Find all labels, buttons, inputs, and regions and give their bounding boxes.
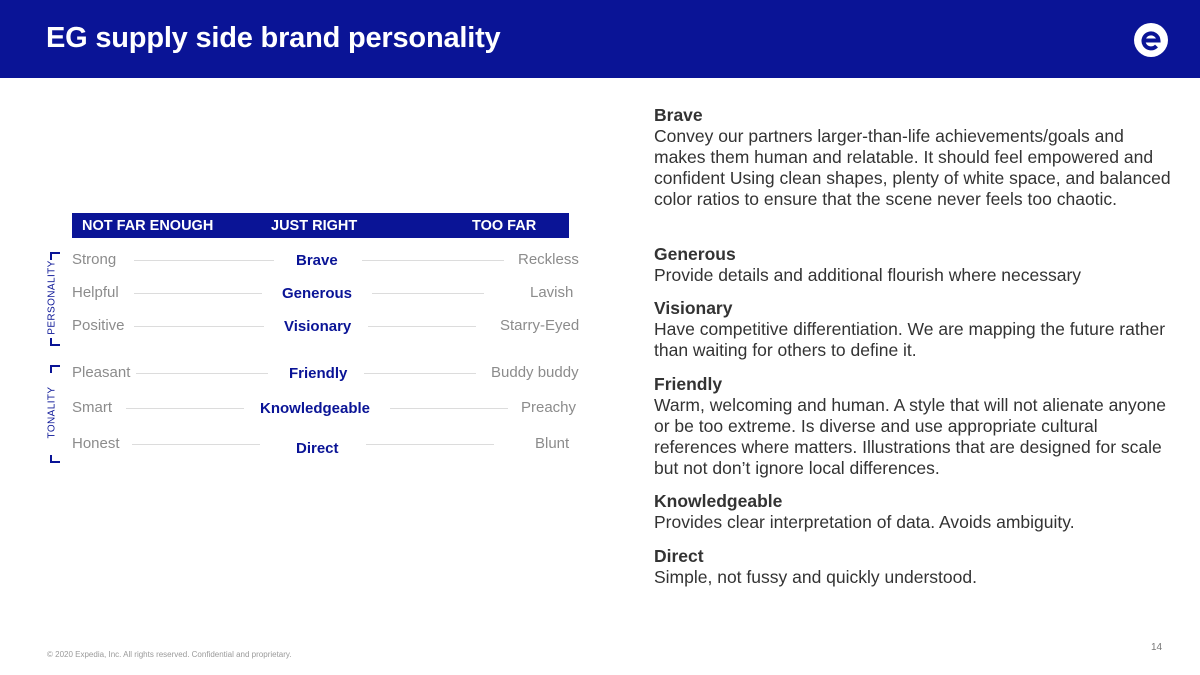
row-line-left [134,326,264,327]
scale-row-brave [72,251,592,271]
slide-title: EG supply side brand personality [46,22,501,54]
desc-visionary [654,298,1174,361]
desc-title: Direct [654,546,704,566]
row-left-word: Honest [72,435,120,452]
category-personality: PERSONALITY [46,260,58,335]
scale-row-friendly [72,364,592,384]
desc-brave [654,105,1174,210]
col-just-right: JUST RIGHT [271,218,358,234]
row-right-word: Lavish [530,284,574,301]
desc-body: Convey our partners larger-than-life achievements/goals and makes them human and relatable. It should feel empowered and confident Using clean shapes, plenty of white space, and balanced color ratios to ensure that the scene never feels too chaotic. [654,126,1171,209]
row-line-right [362,260,504,261]
category-tonality: TONALITY [46,386,58,439]
slide-header [0,0,1200,78]
row-line-right [368,326,476,327]
col-not-far-enough: NOT FAR ENOUGH [82,218,214,234]
row-right-word: Reckless [518,251,579,268]
desc-title: Knowledgeable [654,491,783,511]
row-left-word: Helpful [72,284,119,301]
row-mid-word: Generous [282,285,353,302]
row-right-word: Buddy buddy [491,364,579,381]
desc-title: Friendly [654,374,723,394]
scale-column-header [72,213,569,238]
row-left-word: Smart [72,399,113,416]
row-left-word: Pleasant [72,364,131,381]
row-right-word: Starry-Eyed [500,317,580,334]
footer-copyright: © 2020 Expedia, Inc. All rights reserved. Confidential and proprietary. [47,650,292,659]
desc-body: Provide details and additional flourish where necessary [654,265,1082,285]
scale-row-generous [72,284,592,304]
scale-row-direct [72,435,592,455]
row-mid-word: Friendly [289,365,348,382]
row-mid-word: Direct [296,440,339,457]
desc-friendly [654,374,1174,479]
row-line-right [366,444,494,445]
scale-row-visionary [72,317,592,337]
row-line-left [134,260,274,261]
desc-title: Generous [654,244,736,264]
desc-title: Brave [654,105,703,125]
page-number: 14 [1151,642,1163,653]
row-right-word: Preachy [521,399,577,416]
desc-body: Simple, not fussy and quickly understood. [654,567,977,587]
desc-generous [654,244,1174,286]
desc-body: Warm, welcoming and human. A style that will not alienate anyone or be too extreme. Is diverse and use appropriate cultural references where matters. Illustrations that are designed for scale but not don’t ignore local differences. [654,395,1166,478]
row-right-word: Blunt [535,435,570,452]
row-line-left [132,444,260,445]
row-line-right [390,408,508,409]
row-mid-word: Brave [296,252,338,269]
desc-title: Visionary [654,298,733,318]
row-left-word: Strong [72,251,117,268]
row-line-left [126,408,244,409]
row-mid-word: Knowledgeable [260,400,371,417]
row-line-left [134,293,262,294]
scale-row-knowledgeable [72,399,592,419]
personality-bracket-bottom [50,338,60,346]
tonality-bracket-bottom [50,455,60,463]
col-too-far: TOO FAR [472,218,537,234]
row-left-word: Positive [72,317,125,334]
desc-body: Provides clear interpretation of data. Avoids ambiguity. [654,512,1075,532]
desc-direct [654,546,1174,588]
row-line-right [364,373,476,374]
row-mid-word: Visionary [284,318,352,335]
desc-knowledgeable [654,491,1174,533]
desc-body: Have competitive differentiation. We are mapping the future rather than waiting for others to define it. [654,319,1166,360]
row-line-left [136,373,268,374]
row-line-right [372,293,484,294]
expedia-e-logo-icon [1134,23,1168,57]
